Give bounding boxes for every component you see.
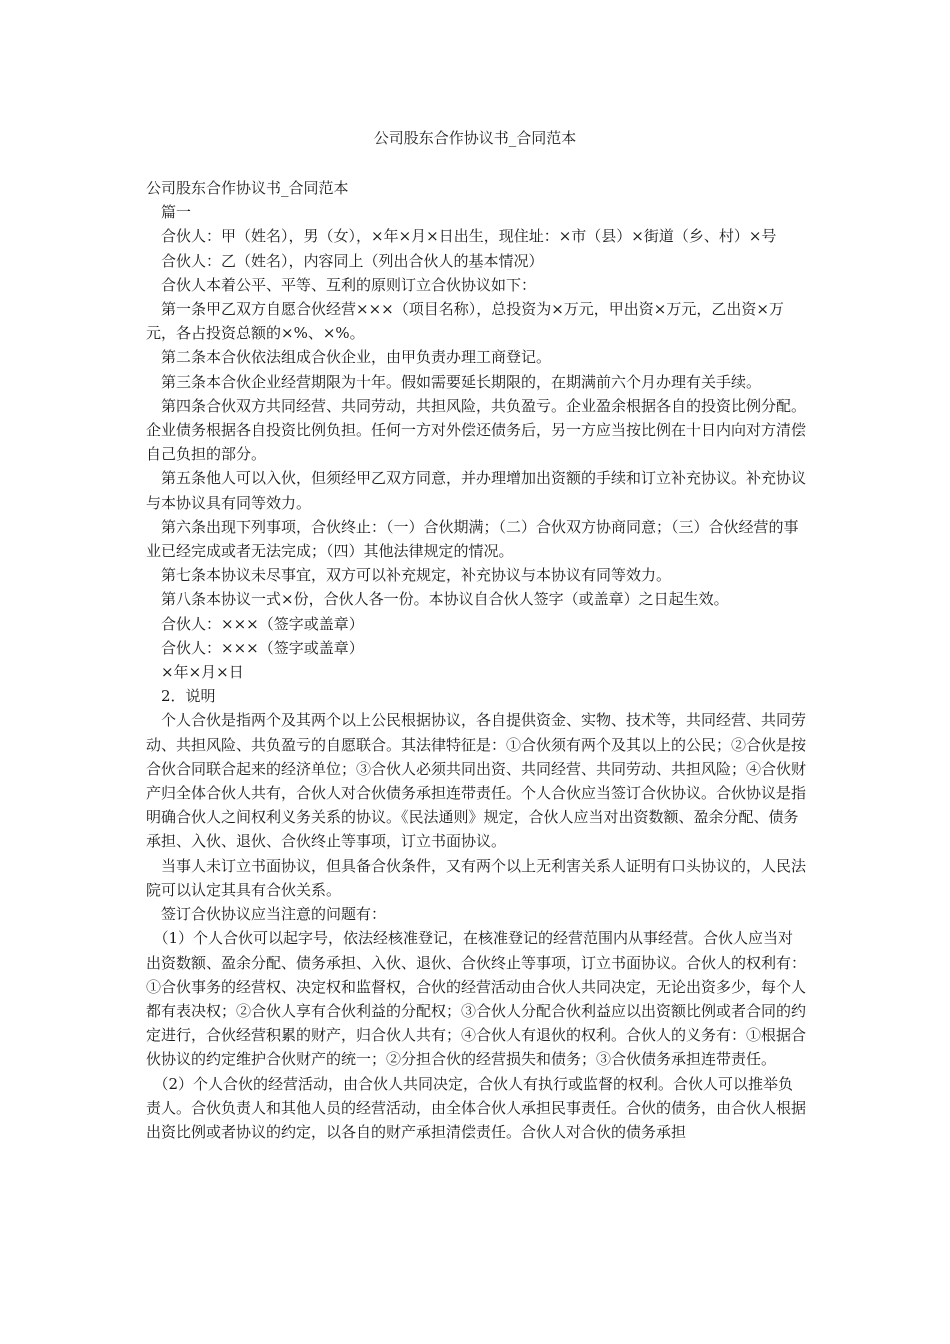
paragraph: 合伙人：甲（姓名），男（女），×年×月×日出生，现住址：×市（县）×街道（乡、村）×号: [146, 227, 777, 246]
paragraph: 第二条本合伙依法组成合伙企业，由甲负责办理工商登记。: [146, 348, 552, 367]
paragraph: （1）个人合伙可以起字号，依法经核准登记，在核准登记的经营范围内从事经营。合伙人应当对出资数额、盈余分配、债务承担、入伙、退伙、合伙终止等事项，订立书面协议。合伙人的权利有：①合伙事务的经营权、决定权和监督权，合伙的经营活动由合伙人共同决定，无论出资多少，每个人都有表决权；②合伙人享有合伙利益的分配权；③合伙人分配合伙利益应以出资额比例或者合同的约定进行，合伙经营积累的财产，归合伙人共有；④合伙人有退伙的权利。合伙人的义务有：①根据合伙协议的约定维护合伙财产的统一；②分担合伙的经营损失和债务；③合伙债务承担连带责任。: [146, 929, 807, 1069]
paragraph: 合伙人：×××（签字或盖章）: [146, 638, 364, 657]
paragraph: 第八条本协议一式×份，合伙人各一份。本协议自合伙人签字（或盖章）之日起生效。: [146, 590, 729, 609]
paragraph: 个人合伙是指两个及其两个以上公民根据协议，各自提供资金、实物、技术等，共同经营、共同劳动、共担风险、共负盈亏的自愿联合。其法律特征是：①合伙须有两个及其以上的公民；②合伙是按合伙合同联合起来的经济单位；③合伙人必须共同出资、共同经营、共同劳动、共担风险；④合伙财产归全体合伙人共有，合伙人对合伙债务承担连带责任。个人合伙应当签订合伙协议。合伙协议是指明确合伙人之间权利义务关系的协议。《民法通则》规定，合伙人应当对出资数额、盈余分配、债务承担、入伙、退伙、合伙终止等事项，订立书面协议。: [146, 711, 807, 851]
paragraph: 第一条甲乙双方自愿合伙经营×××（项目名称），总投资为×万元，甲出资×万元，乙出资×万元，各占投资总额的×%、×%。: [146, 300, 784, 343]
paragraph: 合伙人本着公平、平等、互利的原则订立合伙协议如下：: [146, 275, 537, 294]
paragraph: 签订合伙协议应当注意的问题有：: [146, 905, 387, 924]
paragraph: 篇一: [146, 203, 192, 222]
paragraph: 合伙人：×××（签字或盖章）: [146, 614, 364, 633]
paragraph: 第五条他人可以入伙，但须经甲乙双方同意，并办理增加出资额的手续和订立补充协议。补充协议与本协议具有同等效力。: [146, 469, 807, 512]
paragraph: 第三条本合伙企业经营期限为十年。假如需要延长期限的，在期满前六个月办理有关手续。: [146, 372, 762, 391]
document-body: [146, 176, 806, 1144]
page-title: 公司股东合作协议书_合同范本: [373, 129, 577, 147]
document-subtitle: 公司股东合作协议书_合同范本: [146, 179, 349, 197]
paragraph: （2）个人合伙的经营活动，由合伙人共同决定，合伙人有执行或监督的权利。合伙人可以推举负责人。合伙负责人和其他人员的经营活动，由全体合伙人承担民事责任。合伙的债务，由合伙人根据出资比例或者协议的约定，以各自的财产承担清偿责任。合伙人对合伙的债务承担: [146, 1074, 807, 1141]
paragraph: 2．说明: [146, 687, 216, 706]
paragraph: ×年×月×日: [146, 663, 244, 682]
paragraph: 第四条合伙双方共同经营、共同劳动，共担风险，共负盈亏。企业盈余根据各自的投资比例分配。企业债务根据各自投资比例负担。任何一方对外偿还债务后，另一方应当按比例在十日内向对方清偿自己负担的部分。: [146, 396, 807, 464]
paragraph: 第六条出现下列事项，合伙终止：（一）合伙期满；（二）合伙双方协商同意；（三）合伙经营的事业已经完成或者无法完成；（四）其他法律规定的情况。: [146, 517, 799, 561]
paragraph: 合伙人：乙（姓名），内容同上（列出合伙人的基本情况）: [146, 251, 544, 270]
paragraph: 第七条本协议未尽事宜，双方可以补充规定，补充协议与本协议有同等效力。: [146, 566, 672, 585]
paragraph: 当事人未订立书面协议，但具备合伙条件，又有两个以上无利害关系人证明有口头协议的，人民法院可以认定其具有合伙关系。: [146, 856, 807, 899]
